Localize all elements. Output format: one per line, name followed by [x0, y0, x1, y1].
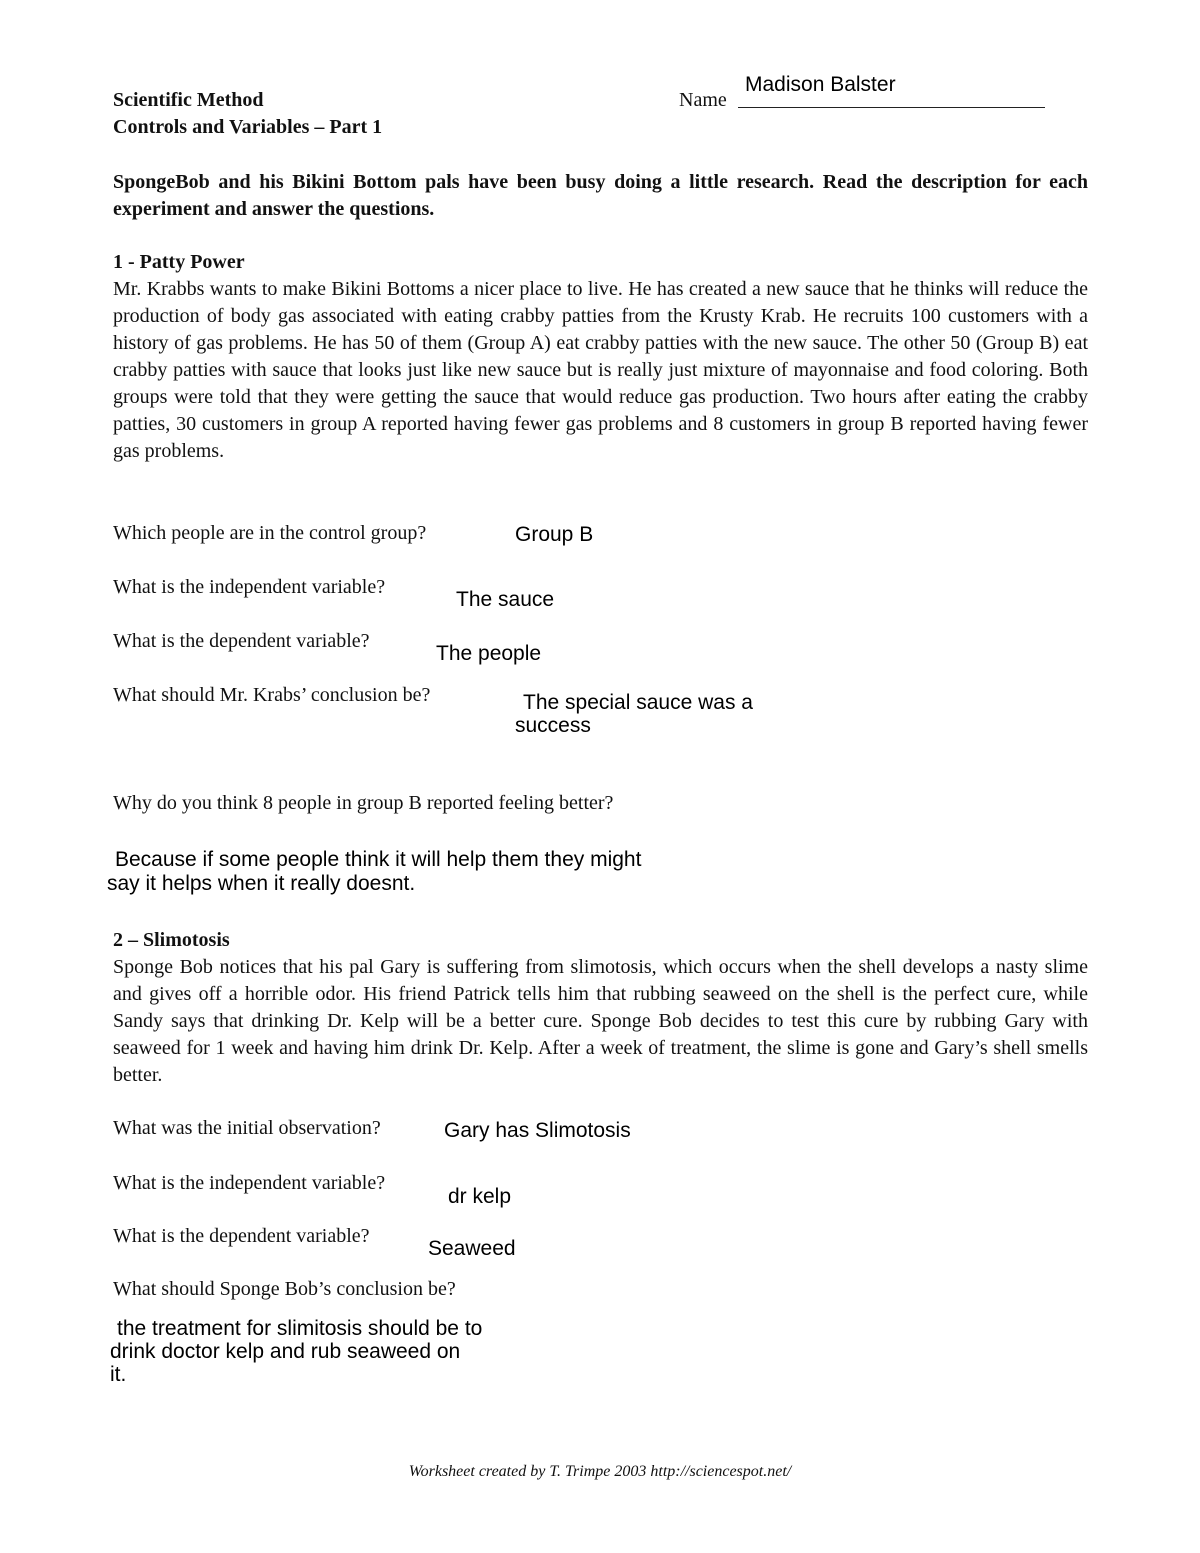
s1-answer-independent-variable[interactable]: The sauce	[456, 588, 555, 611]
s1-question-group-b: Why do you think 8 people in group B reported feeling better?	[113, 792, 614, 814]
section2-heading: 2 – Slimotosis	[113, 929, 230, 951]
s2-answer-dependent-variable[interactable]: Seaweed	[428, 1237, 516, 1260]
s1-answer-conclusion-line2[interactable]: success	[515, 714, 591, 737]
s2-answer-conclusion-line3[interactable]: it.	[110, 1363, 127, 1386]
s1-question-dependent-variable: What is the dependent variable?	[113, 630, 370, 652]
s1-question-control-group: Which people are in the control group?	[113, 522, 427, 544]
name-label: Name	[679, 89, 727, 111]
section1-heading: 1 - Patty Power	[113, 251, 245, 273]
intro-instructions: SpongeBob and his Bikini Bottom pals have been busy doing a little research. Read the description for each experiment and answer the questions.	[113, 171, 1088, 220]
s2-question-conclusion: What should Sponge Bob’s conclusion be?	[113, 1278, 456, 1300]
section1-paragraph: Mr. Krabbs wants to make Bikini Bottoms a nicer place to live. He has created a new sauce that he thinks will reduce the production of body gas associated with eating crabby patties from the Krusty Krab. He recruits 100 customers with a history of gas problems. He has 50 of them (Group A) eat crabby patties with the new sauce. The other 50 (Group B) eat crabby patties with sauce that looks just like new sauce but is really just mixture of mayonnaise and food coloring. Both groups were told that they were getting the sauce that would reduce gas production. Two hours after eating the crabby patties, 30 customers in group A reported having fewer gas problems and 8 customers in group B reported having fewer gas problems.	[113, 278, 1088, 462]
s1-answer-group-b-line2[interactable]: say it helps when it really doesnt.	[107, 872, 416, 895]
s2-question-dependent-variable: What is the dependent variable?	[113, 1225, 370, 1247]
s1-answer-dependent-variable[interactable]: The people	[436, 642, 542, 665]
s2-question-independent-variable: What is the independent variable?	[113, 1172, 386, 1194]
s1-answer-control-group[interactable]: Group B	[515, 523, 594, 546]
s2-answer-independent-variable[interactable]: dr kelp	[448, 1185, 512, 1208]
worksheet-title: Scientific Method	[113, 89, 264, 111]
name-field[interactable]: Madison Balster	[745, 73, 896, 96]
s1-question-conclusion: What should Mr. Krabs’ conclusion be?	[113, 684, 431, 706]
s2-question-initial-observation: What was the initial observation?	[113, 1117, 381, 1139]
s2-answer-initial-observation[interactable]: Gary has Slimotosis	[444, 1119, 631, 1142]
name-underline	[738, 107, 1045, 108]
s2-answer-conclusion-line1[interactable]: the treatment for slimitosis should be to	[117, 1317, 483, 1340]
section2-paragraph: Sponge Bob notices that his pal Gary is suffering from slimotosis, which occurs when the shell develops a nasty slime and gives off a horrible odor. His friend Patrick tells him that rubbing seaweed on the shell is the perfect cure, while Sandy says that drinking Dr. Kelp will be a better cure. Sponge Bob decides to test this cure by rubbing Gary with seaweed for 1 week and having him drink Dr. Kelp. After a week of treatment, the slime is gone and Gary’s shell smells better.	[113, 956, 1088, 1086]
worksheet-subtitle: Controls and Variables – Part 1	[113, 116, 383, 138]
s1-answer-group-b-line1[interactable]: Because if some people think it will help them they might	[115, 848, 642, 871]
s2-answer-conclusion-line2[interactable]: drink doctor kelp and rub seaweed on	[110, 1340, 461, 1363]
s1-answer-conclusion-line1[interactable]: The special sauce was a	[523, 691, 753, 714]
footer-credit: Worksheet created by T. Trimpe 2003 http://sciencespot.net/	[408, 1463, 792, 1480]
s1-question-independent-variable: What is the independent variable?	[113, 576, 386, 598]
